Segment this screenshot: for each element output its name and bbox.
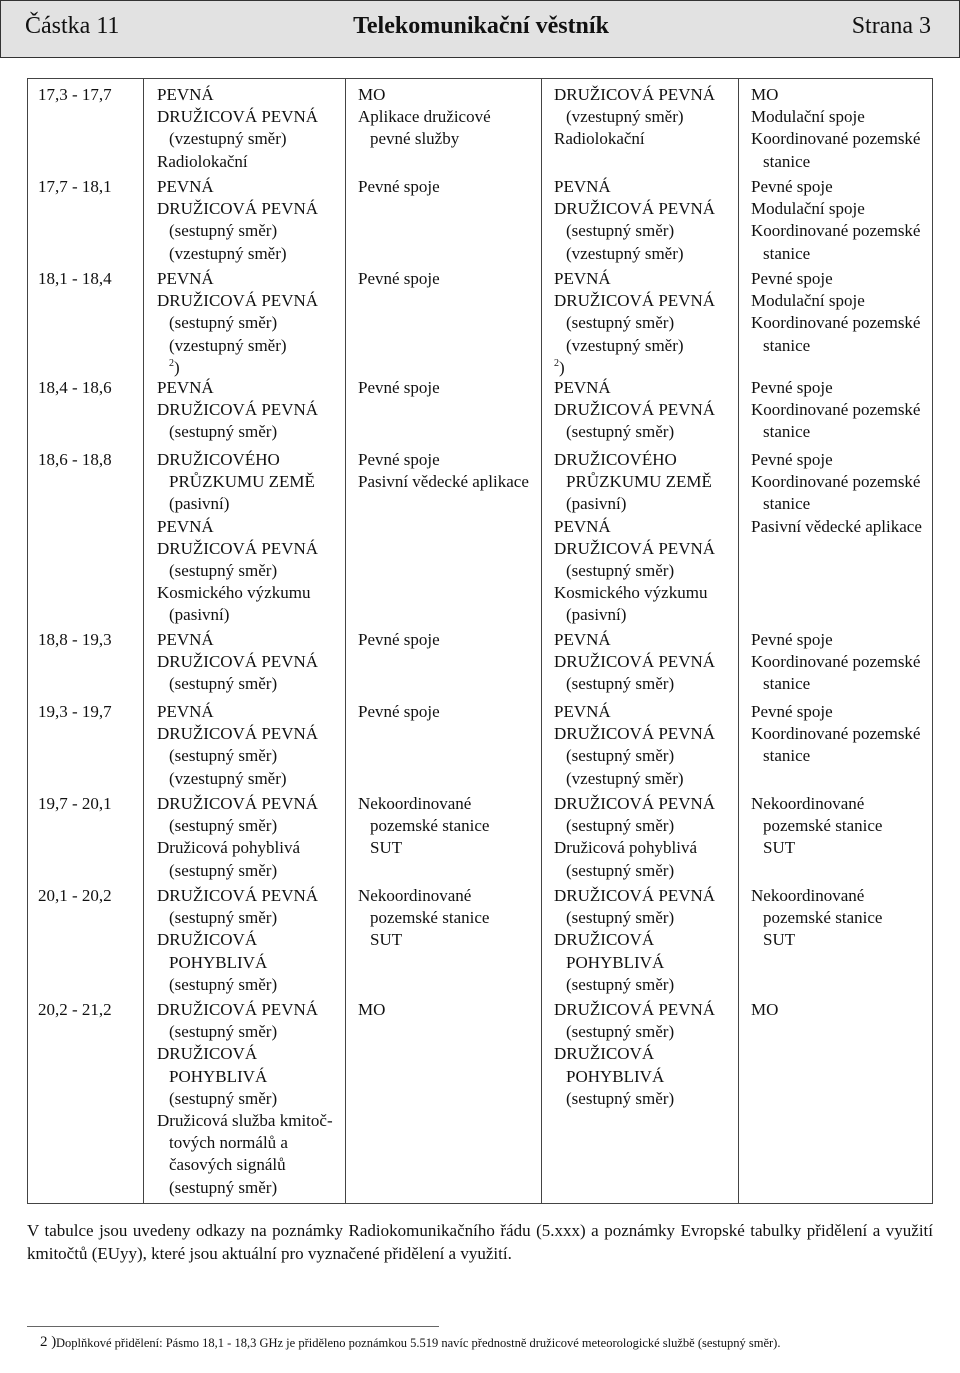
cell-line: (sestupný směr)	[169, 974, 278, 994]
allocation-cell	[157, 701, 318, 790]
cell-line: DRUŽICOVÁ PEVNÁ	[157, 291, 319, 311]
cz-application-cell	[751, 629, 920, 696]
cell-line: Aplikace družicové	[358, 107, 491, 127]
cell-line: DRUŽICOVÁ PEVNÁ	[157, 1000, 319, 1019]
cell-line: PEVNÁ	[157, 516, 214, 536]
cell-line: DRUŽICOVÁ PEVNÁ	[554, 886, 716, 905]
cell-line: DRUŽICOVÁ PEVNÁ	[554, 199, 716, 219]
footnote-text: Doplňkové přidělení: Pásmo 18,1 - 18,3 GHz je přiděleno poznámkou 5.519 navíc přednostně družicové meteorologické službě (sestupný směr).	[56, 1336, 781, 1350]
table-note: V tabulce jsou uvedeny odkazy na poznámky Radiokomunikačního řádu (5.xxx) a poznámky Evropské tabulky přidělení a využití kmitočtů (EUyy), které jsou aktuální pro vyznačené přidělení a využití.	[27, 1221, 933, 1263]
cell-line: PEVNÁ	[554, 378, 611, 397]
column-divider	[143, 79, 144, 1203]
cell-line: Pevné spoje	[358, 450, 440, 469]
cell-line: (sestupný směr)	[566, 1088, 675, 1108]
cell-line: DRUŽICOVÉHO	[554, 450, 677, 469]
footnote-ref-paren: )	[559, 357, 565, 377]
cz-application-cell	[751, 793, 882, 860]
cz-allocation-cell	[554, 449, 715, 627]
cell-line: (sestupný směr)	[566, 313, 675, 333]
issue-number: Částka 11	[25, 13, 120, 39]
cell-line: Kosmického výzkumu	[157, 583, 311, 603]
allocation-cell	[157, 449, 318, 627]
cz-application-cell	[751, 701, 920, 768]
cell-line: (sestupný směr)	[169, 746, 278, 766]
cell-line: Koordinované pozemské	[751, 652, 921, 672]
application-cell	[358, 793, 489, 860]
cell-line: DRUŽICOVÁ PEVNÁ	[554, 85, 716, 104]
cell-line: Pevné spoje	[358, 177, 440, 196]
cell-line: Družicová pohyblivá	[554, 838, 698, 858]
cell-line: Pevné spoje	[751, 177, 833, 196]
cell-line: (vzestupný směr)	[169, 243, 287, 263]
cell-line: (vzestupný směr)	[169, 129, 287, 149]
allocation-cell	[157, 268, 318, 379]
cell-line: (sestupný směr)	[566, 221, 675, 241]
cell-line: (vzestupný směr)	[169, 335, 287, 355]
cell-line: Pevné spoje	[751, 378, 833, 397]
cell-line: DRUŽICOVÁ PEVNÁ	[157, 794, 319, 813]
cell-line: DRUŽICOVÁ PEVNÁ	[157, 886, 319, 905]
cell-line: Nekoordinované	[751, 794, 865, 813]
cell-line: DRUŽICOVÁ PEVNÁ	[554, 538, 716, 558]
cell-line: (sestupný směr)	[566, 561, 675, 581]
cell-line: DRUŽICOVÁ PEVNÁ	[157, 400, 319, 420]
cell-line: Koordinované pozemské	[751, 221, 921, 241]
cell-line: DRUŽICOVÁ PEVNÁ	[157, 107, 319, 127]
frequency-band: 19,3 - 19,7	[38, 702, 112, 721]
cell-line: Koordinované pozemské	[751, 400, 921, 420]
allocation-cell	[157, 629, 318, 696]
cell-line: DRUŽICOVÁ PEVNÁ	[157, 724, 319, 744]
cell-line: DRUŽICOVÁ PEVNÁ	[157, 199, 319, 219]
cell-line: stanice	[763, 335, 811, 355]
column-divider	[738, 79, 739, 1203]
cell-line: (sestupný směr)	[169, 1022, 278, 1042]
cell-line: PRŮZKUMU ZEMĚ	[566, 472, 712, 492]
cell-line: časových signálů	[169, 1155, 286, 1175]
cell-line: (vzestupný směr)	[169, 768, 287, 788]
allocation-cell	[157, 84, 318, 173]
cell-line: Pevné spoje	[358, 630, 440, 649]
cell-line: DRUŽICOVÁ PEVNÁ	[554, 794, 716, 813]
cell-line: (sestupný směr)	[169, 816, 278, 836]
cell-line: POHYBLIVÁ	[566, 1066, 665, 1086]
cell-line: DRUŽICOVÁ PEVNÁ	[157, 538, 319, 558]
cell-line: Pevné spoje	[751, 450, 833, 469]
cell-line: POHYBLIVÁ	[169, 1066, 268, 1086]
cell-line: Pevné spoje	[358, 702, 440, 721]
cell-line: Koordinované pozemské	[751, 313, 921, 333]
cell-line: tových normálů a	[169, 1133, 288, 1153]
cell-line: PEVNÁ	[157, 702, 214, 721]
cell-line: (sestupný směr)	[169, 1088, 278, 1108]
cell-line: (sestupný směr)	[566, 816, 675, 836]
cell-line: pozemské stanice	[763, 816, 883, 836]
cell-line: DRUŽICOVÁ PEVNÁ	[554, 1000, 716, 1019]
allocation-cell	[157, 885, 318, 996]
cz-application-cell	[751, 377, 920, 444]
cell-line: (sestupný směr)	[566, 860, 675, 880]
cell-line: PEVNÁ	[157, 85, 214, 104]
cell-line: MO	[358, 1000, 386, 1019]
cell-line: DRUŽICOVÁ	[554, 1044, 655, 1064]
cz-application-cell	[751, 449, 922, 538]
frequency-band: 18,1 - 18,4	[38, 269, 112, 288]
cell-line: Koordinované pozemské	[751, 472, 921, 492]
frequency-band: 17,3 - 17,7	[38, 85, 112, 104]
cell-line: Pasivní vědecké aplikace	[751, 516, 922, 536]
cell-line: (vzestupný směr)	[566, 107, 684, 127]
cell-line: Pevné spoje	[751, 630, 833, 649]
frequency-band: 20,2 - 21,2	[38, 1000, 112, 1019]
cell-line: stanice	[763, 422, 811, 442]
cz-allocation-cell	[554, 176, 715, 265]
cell-line: (sestupný směr)	[566, 746, 675, 766]
cz-allocation-cell	[554, 999, 715, 1110]
frequency-band: 19,7 - 20,1	[38, 794, 112, 813]
cell-line: (sestupný směr)	[169, 860, 278, 880]
page-header	[0, 0, 960, 58]
application-cell	[358, 999, 385, 1021]
cell-line: Modulační spoje	[751, 291, 865, 311]
cell-line: (sestupný směr)	[566, 974, 675, 994]
cell-line: DRUŽICOVÁ PEVNÁ	[554, 400, 716, 420]
cell-line: DRUŽICOVÁ	[157, 930, 258, 950]
cz-application-cell	[751, 268, 920, 357]
cz-allocation-cell	[554, 84, 715, 151]
cell-line: DRUŽICOVÉHO	[157, 450, 280, 469]
cell-line: Radiolokační	[554, 129, 645, 149]
cell-line: POHYBLIVÁ	[566, 952, 665, 972]
cell-line: Pevné spoje	[751, 702, 833, 721]
cell-line: Kosmického výzkumu	[554, 583, 708, 603]
cell-line: (pasivní)	[169, 605, 230, 625]
cell-line: PEVNÁ	[554, 177, 611, 196]
cell-line: Nekoordinované	[358, 886, 472, 905]
application-cell	[358, 885, 489, 952]
cz-application-cell	[751, 176, 920, 265]
cell-line: (sestupný směr)	[566, 1022, 675, 1042]
cell-line: (sestupný směr)	[169, 313, 278, 333]
cell-line	[157, 357, 318, 379]
cell-line: MO	[751, 85, 779, 104]
cell-line: Modulační spoje	[751, 199, 865, 219]
allocation-cell	[157, 793, 318, 882]
cell-line: (sestupný směr)	[169, 674, 278, 694]
cell-line: Nekoordinované	[751, 886, 865, 905]
cell-line: pevné služby	[370, 129, 460, 149]
footnote-ref: 2	[554, 357, 559, 369]
footnote-ref: 2	[169, 357, 174, 369]
application-cell	[358, 701, 440, 723]
cell-line: Koordinované pozemské	[751, 724, 921, 744]
cell-line: DRUŽICOVÁ PEVNÁ	[554, 291, 716, 311]
application-cell	[358, 377, 440, 399]
cell-line: Radiolokační	[157, 151, 248, 171]
cell-line: Pasivní vědecké aplikace	[358, 472, 529, 492]
cell-line: Družicová pohyblivá	[157, 838, 301, 858]
cell-line: PEVNÁ	[157, 378, 214, 397]
allocation-cell	[157, 999, 333, 1199]
cell-line: POHYBLIVÁ	[169, 952, 268, 972]
cell-line: pozemské stanice	[370, 908, 490, 928]
cell-line: PEVNÁ	[554, 516, 611, 536]
cell-line: (sestupný směr)	[169, 908, 278, 928]
cell-line: PEVNÁ	[554, 702, 611, 721]
frequency-band: 18,8 - 19,3	[38, 630, 112, 649]
cell-line: stanice	[763, 746, 811, 766]
cz-application-cell	[751, 999, 778, 1021]
frequency-band: 18,6 - 18,8	[38, 450, 112, 469]
application-cell	[358, 629, 440, 651]
cell-line: Pevné spoje	[358, 269, 440, 288]
cell-line: SUT	[763, 838, 796, 858]
cz-allocation-cell	[554, 701, 715, 790]
cell-line: (pasivní)	[169, 494, 230, 514]
cell-line: DRUŽICOVÁ PEVNÁ	[157, 652, 319, 672]
cell-line: PEVNÁ	[157, 177, 214, 196]
cell-line: (vzestupný směr)	[566, 243, 684, 263]
publication-title: Telekomunikační věstník	[353, 13, 609, 39]
cell-line: Nekoordinované	[358, 794, 472, 813]
cell-line: stanice	[763, 151, 811, 171]
cz-allocation-cell	[554, 793, 715, 882]
cell-line: stanice	[763, 243, 811, 263]
footnote-rule	[27, 1326, 439, 1327]
cell-line: SUT	[763, 930, 796, 950]
cell-line: MO	[358, 85, 386, 104]
cell-line: DRUŽICOVÁ PEVNÁ	[554, 724, 716, 744]
cell-line: (pasivní)	[566, 494, 627, 514]
cz-allocation-cell	[554, 629, 715, 696]
cell-line: Pevné spoje	[358, 378, 440, 397]
cell-line: DRUŽICOVÁ	[554, 930, 655, 950]
cell-line: (pasivní)	[566, 605, 627, 625]
cell-line: (sestupný směr)	[566, 674, 675, 694]
footnote-ref-paren: )	[174, 357, 180, 377]
cell-line	[554, 357, 715, 379]
cell-line: PRŮZKUMU ZEMĚ	[169, 472, 315, 492]
frequency-band: 18,4 - 18,6	[38, 378, 112, 397]
cz-allocation-cell	[554, 268, 715, 379]
application-cell	[358, 268, 440, 290]
cz-application-cell	[751, 885, 882, 952]
footnote-mark: 2 )	[40, 1334, 57, 1350]
cell-line: Družicová služba kmitoč-	[157, 1111, 333, 1131]
cell-line: PEVNÁ	[554, 269, 611, 288]
page-number: Strana 3	[851, 13, 931, 39]
cell-line: (vzestupný směr)	[566, 335, 684, 355]
cell-line: DRUŽICOVÁ PEVNÁ	[554, 652, 716, 672]
allocation-cell	[157, 377, 318, 444]
application-cell	[358, 449, 529, 493]
column-divider	[541, 79, 542, 1203]
cz-allocation-cell	[554, 377, 715, 444]
cz-application-cell	[751, 84, 920, 173]
cell-line: pozemské stanice	[370, 816, 490, 836]
frequency-allocation-table	[27, 78, 933, 1204]
frequency-band: 20,1 - 20,2	[38, 886, 112, 905]
frequency-band: 17,7 - 18,1	[38, 177, 112, 196]
cell-line: PEVNÁ	[157, 630, 214, 649]
cell-line: PEVNÁ	[554, 630, 611, 649]
cell-line: (vzestupný směr)	[566, 768, 684, 788]
cell-line: (sestupný směr)	[169, 1177, 278, 1197]
cell-line: (sestupný směr)	[169, 561, 278, 581]
cell-line: Modulační spoje	[751, 107, 865, 127]
cell-line: DRUŽICOVÁ	[157, 1044, 258, 1064]
cell-line: stanice	[763, 674, 811, 694]
allocation-cell	[157, 176, 318, 265]
cell-line: Koordinované pozemské	[751, 129, 921, 149]
cell-line: pozemské stanice	[763, 908, 883, 928]
application-cell	[358, 176, 440, 198]
application-cell	[358, 84, 491, 151]
cell-line: MO	[751, 1000, 779, 1019]
column-divider	[345, 79, 346, 1203]
cell-line: (sestupný směr)	[566, 908, 675, 928]
cell-line: stanice	[763, 494, 811, 514]
cell-line: (sestupný směr)	[169, 221, 278, 241]
cell-line: (sestupný směr)	[169, 422, 278, 442]
cz-allocation-cell	[554, 885, 715, 996]
cell-line: SUT	[370, 930, 403, 950]
cell-line: PEVNÁ	[157, 269, 214, 288]
cell-line: Pevné spoje	[751, 269, 833, 288]
cell-line: SUT	[370, 838, 403, 858]
cell-line: (sestupný směr)	[566, 422, 675, 442]
